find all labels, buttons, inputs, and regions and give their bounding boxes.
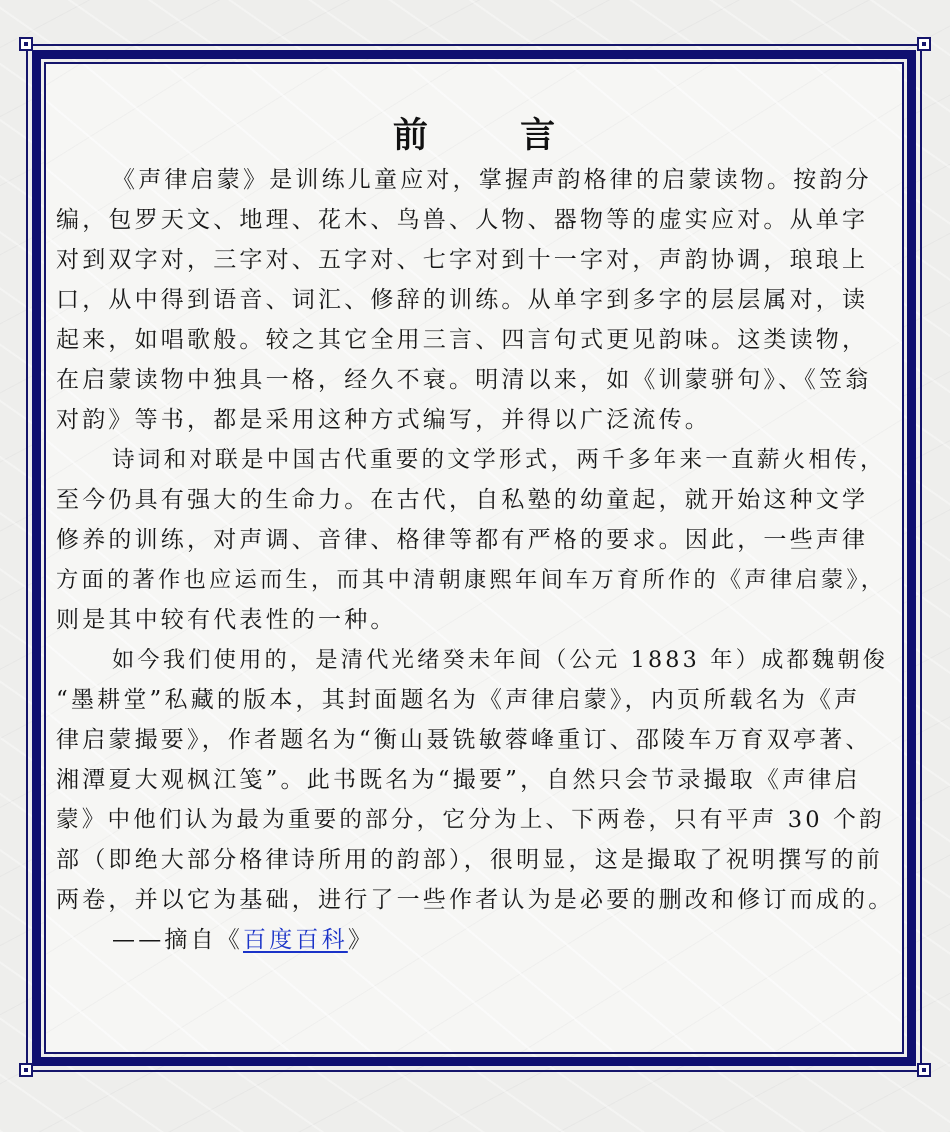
paragraph-1 [56, 160, 896, 440]
text-line: 对到双字对，三字对、五字对、七字对到十一字对，声韵协调，琅琅上 [56, 247, 869, 273]
text-line: 则是其中较有代表性的一种。 [56, 607, 397, 633]
text-line: 修养的训练，对声调、音律、格律等都有严格的要求。因此，一些声律 [56, 527, 869, 553]
corner-ornament-top-left [19, 37, 33, 51]
text-line: 湘潭夏大观枫江笺”。此书既名为“撮要”，自然只会节录撮取《声律启 [56, 767, 861, 793]
text-line: 口，从中得到语音、词汇、修辞的训练。从单字到多字的层层属对，读 [56, 287, 869, 313]
text-line: 至今仍具有强大的生命力。在古代，自私塾的幼童起，就开始这种文学 [56, 487, 869, 513]
corner-ornament-bottom-left [19, 1063, 33, 1077]
corner-ornament-top-right [917, 37, 931, 51]
text-line: 律启蒙撮要》，作者题名为“衡山聂铣敏蓉峰重订、邵陵车万育双亭著、 [56, 727, 872, 753]
text-line: 两卷，并以它为基础，进行了一些作者认为是必要的删改和修订而成的。 [56, 887, 895, 913]
text-line: 部（即绝大部分格律诗所用的韵部），很明显，这是撮取了祝明撰写的前 [56, 847, 883, 873]
text-line: 起来，如唱歌般。较之其它全用三言、四言句式更见韵味。这类读物， [56, 327, 869, 353]
paragraph-2 [56, 440, 896, 640]
text-line: 对韵》等书，都是采用这种方式编写，并得以广泛流传。 [56, 407, 711, 433]
preface-body [56, 160, 896, 960]
text-line: 如今我们使用的，是清代光绪癸未年间（公元 1883 年）成都魏朝俊 [112, 647, 889, 673]
source-citation [56, 920, 896, 960]
paragraph-3 [56, 640, 896, 920]
text-line: 诗词和对联是中国古代重要的文学形式，两千多年来一直薪火相传， [112, 447, 886, 473]
text-line: 《声律启蒙》是训练儿童应对，掌握声韵格律的启蒙读物。按韵分 [112, 167, 872, 193]
source-suffix: 》 [347, 927, 375, 953]
text-line: 方面的著作也应运而生，而其中清朝康熙年间车万育所作的《声律启蒙》， [56, 567, 887, 593]
corner-ornament-bottom-right [917, 1063, 931, 1077]
source-prefix: ——摘自《 [112, 927, 243, 953]
text-line: 编，包罗天文、地理、花木、鸟兽、人物、器物等的虚实应对。从单字 [56, 207, 869, 233]
text-line: 在启蒙读物中独具一格，经久不衰。明清以来，如《训蒙骈句》、《笠翁 [56, 367, 872, 393]
text-line: 蒙》中他们认为最为重要的部分，它分为上、下两卷，只有平声 30 个韵 [56, 807, 885, 833]
baidu-baike-link[interactable]: 百度百科 [243, 927, 348, 953]
page-title: 前 言 [392, 116, 596, 157]
text-line: “墨耕堂”私藏的版本，其封面题名为《声律启蒙》，内页所载名为《声 [56, 687, 861, 713]
